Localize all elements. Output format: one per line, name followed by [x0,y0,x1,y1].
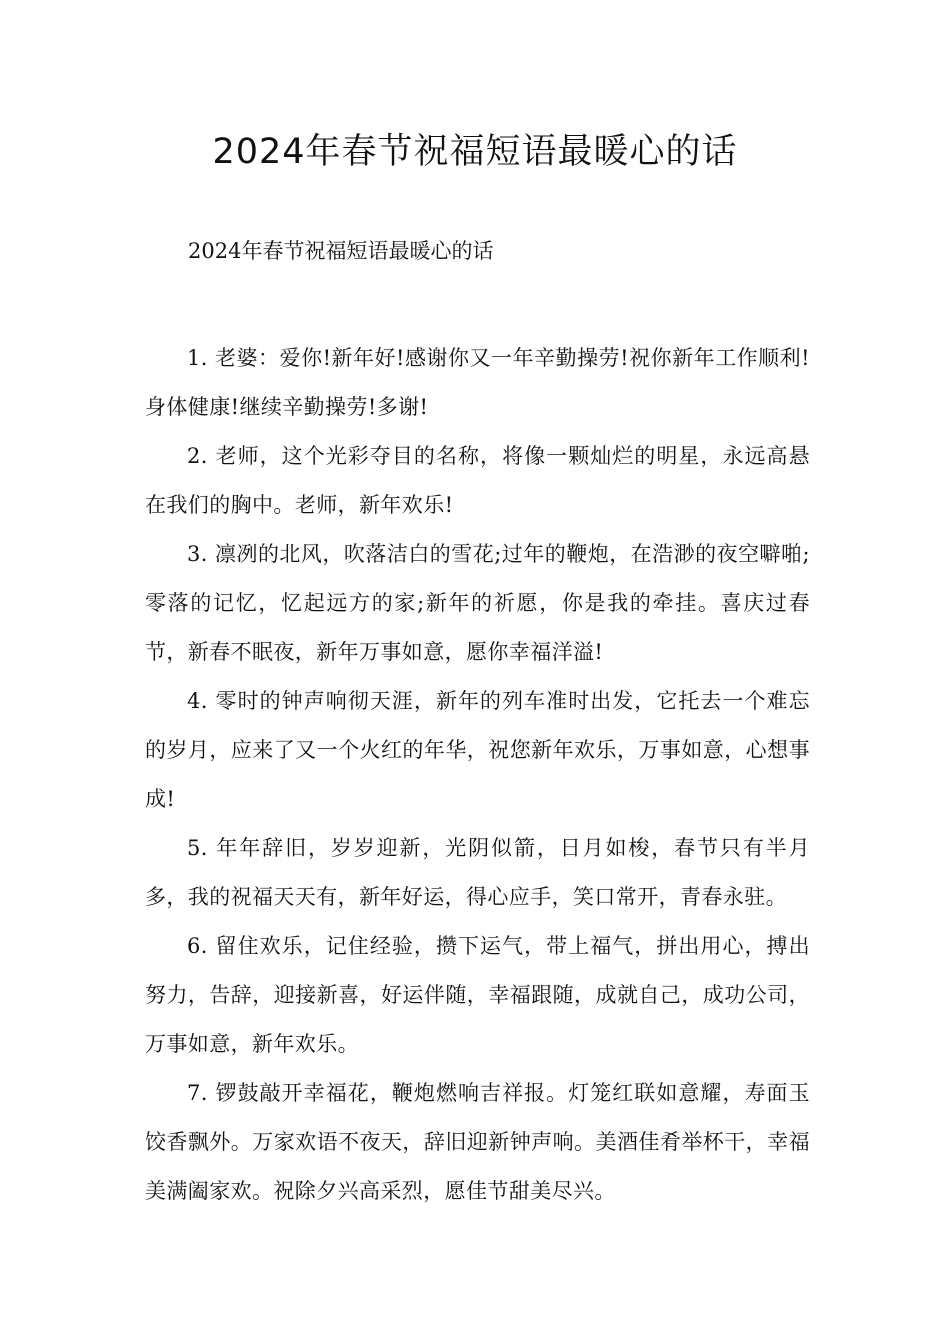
paragraph-4: 4. 零时的钟声响彻天涯，新年的列车准时出发，它托去一个难忘的岁月，应来了又一个火红的年华，祝您新年欢乐，万事如意，心想事成! [145,689,810,811]
document-subtitle: 2024年春节祝福短语最暖心的话 [188,239,494,263]
page-title: 2024年春节祝福短语最暖心的话 [212,132,738,172]
paragraph-1: 1. 老婆：爱你!新年好!感谢你又一年辛勤操劳!祝你新年工作顺利!身体健康!继续辛勤操劳!多谢! [145,346,810,419]
paragraph-7: 7. 锣鼓敲开幸福花，鞭炮燃响吉祥报。灯笼红联如意耀，寿面玉饺香飘外。万家欢语不夜天，辞旧迎新钟声响。美酒佳肴举杯干，幸福美满阖家欢。祝除夕兴高采烈，愿佳节甜美尽兴。 [145,1081,810,1203]
paragraph-3: 3. 凛冽的北风，吹落洁白的雪花;过年的鞭炮，在浩渺的夜空噼啪;零落的记忆，忆起远方的家;新年的祈愿，你是我的牵挂。喜庆过春节，新春不眠夜，新年万事如意，愿你幸福洋溢! [145,542,810,664]
paragraph-2: 2. 老师，这个光彩夺目的名称，将像一颗灿烂的明星，永远高悬在我们的胸中。老师，新年欢乐! [145,444,810,517]
paragraph-6: 6. 留住欢乐，记住经验，攒下运气，带上福气，拼出用心，搏出努力，告辞，迎接新喜，好运伴随，幸福跟随，成就自己，成功公司，万事如意，新年欢乐。 [145,934,810,1056]
document-body [145,334,810,1216]
paragraph-5: 5. 年年辞旧，岁岁迎新，光阴似箭，日月如梭，春节只有半月多，我的祝福天天有，新年好运，得心应手，笑口常开，青春永驻。 [145,836,810,909]
